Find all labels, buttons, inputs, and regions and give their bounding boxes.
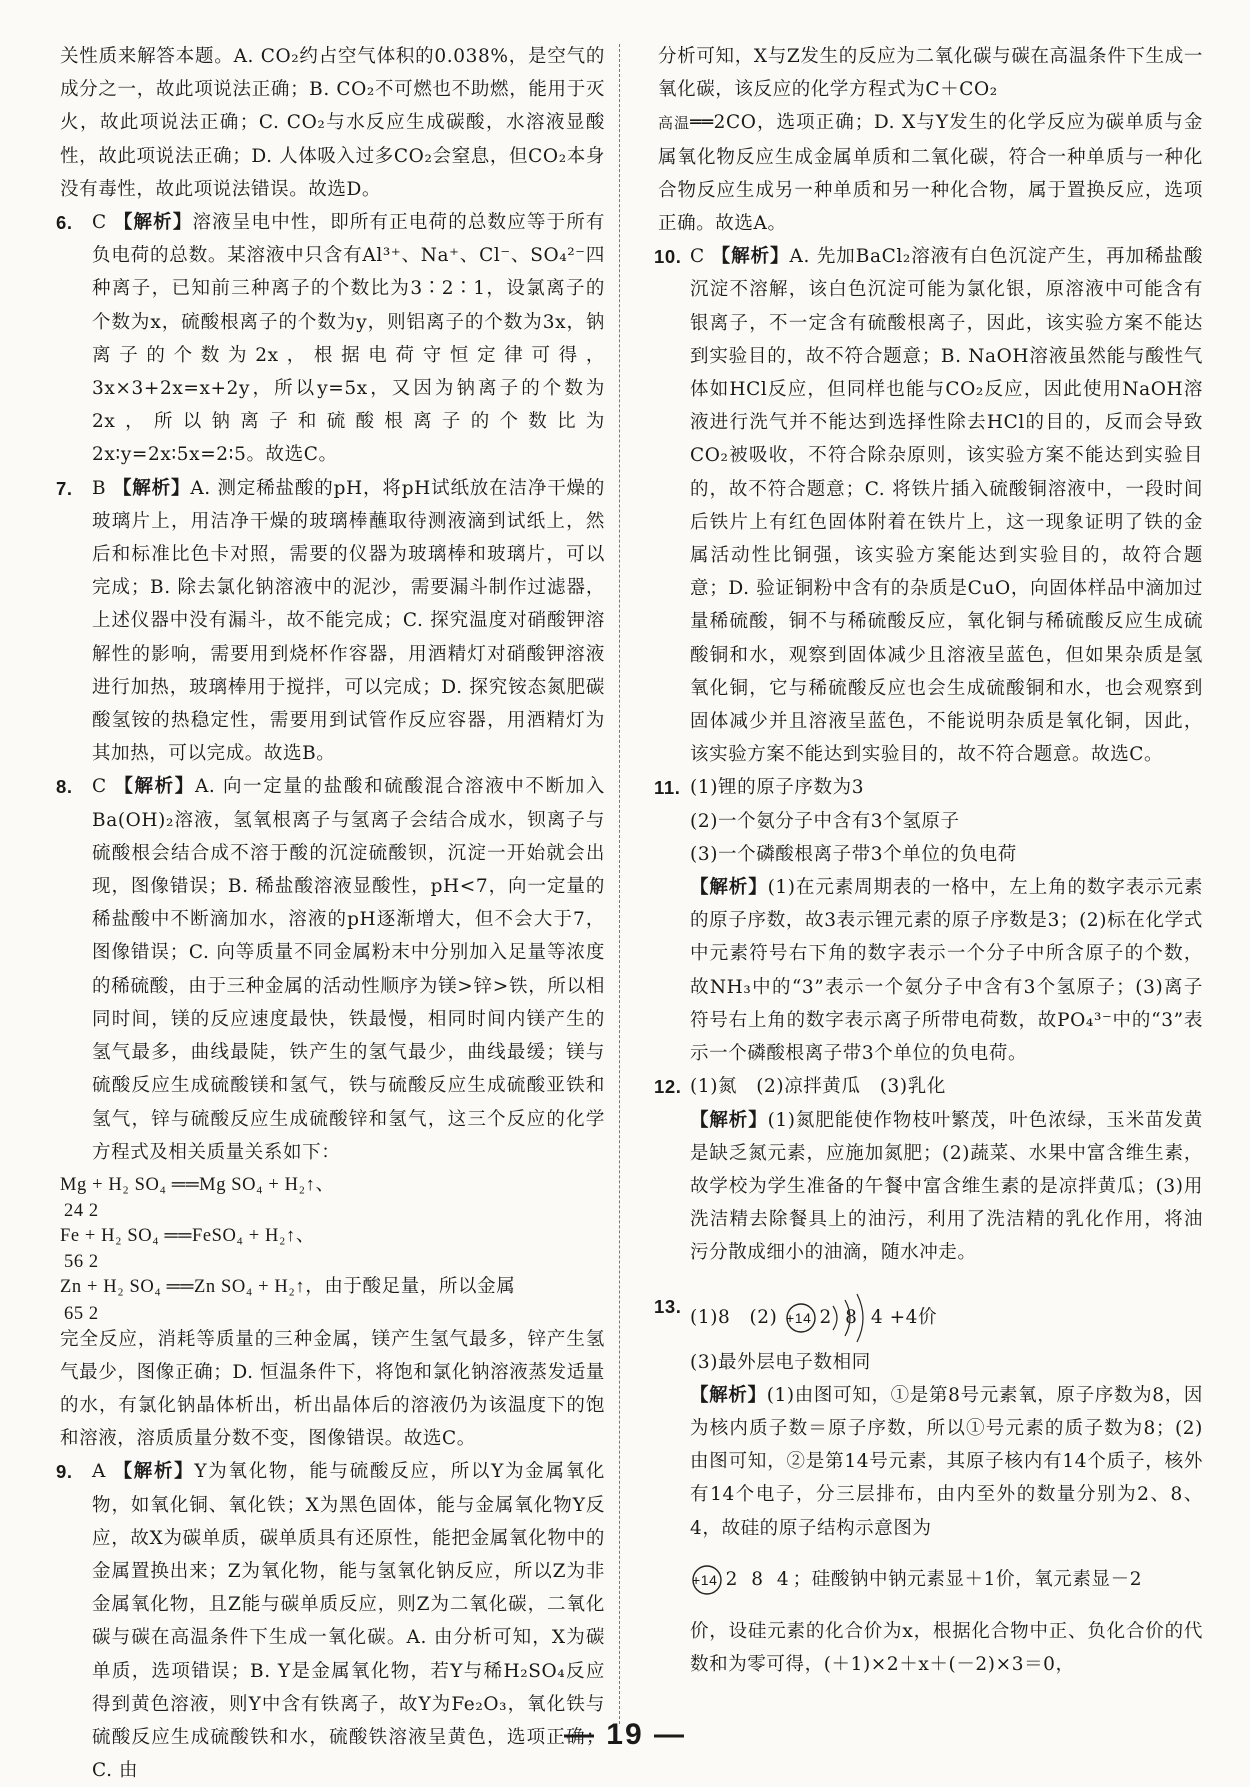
silicon-atom-diagram-2 — [690, 1545, 793, 1615]
analysis-text: A. 测定稀盐酸的pH，将pH试纸放在洁净干燥的玻璃片上，用洁净干燥的玻璃棒蘸取待测液滴到试纸上，然后和标准比色卡对照，需要的仪器为玻璃棒和玻璃片，可以完成；B. 除去氯化钠溶液中的泥沙，需要漏斗制作过滤器，上述仪器中没有漏斗，故不能完成；C. 探究温度对硝酸钾溶解性的影响，需要用到烧杯作容器，用酒精灯对硝酸钾溶液进行加热，玻璃棒用于搅拌，可以完成；D. 探究铵态氮肥碳酸氢铵的热稳定性，需要用到试管作反应容器，用酒精灯为其加热，可以完成。故选B。 — [92, 477, 605, 765]
column-divider — [619, 44, 620, 1724]
paragraph-continued: 分析可知，X与Z发生的反应为二氧化碳与碳在高温条件下生成一氧化碳，该反应的化学方程式为C＋CO₂ 高温══2CO，选项正确；D. X与Y发生的化学反应为碳单质与金属氧化物反应生成金属单质和二氧化碳，符合一种单质与一种化合物反应生成另一种单质和另一种化合物，属于置换反应，选项正确。故选A。 — [658, 46, 1204, 235]
silicon-atom-diagram — [784, 1290, 887, 1346]
nucleus-charge: +14 — [785, 1309, 812, 1326]
page-number: — 19 — — [563, 1718, 687, 1751]
question-8 — [56, 770, 605, 1168]
question-number: 9. — [56, 1461, 73, 1483]
analysis-tag: 【解析】 — [112, 477, 191, 499]
analysis-tag: 【解析】 — [113, 1461, 195, 1483]
analysis-text: ；硅酸钠中钠元素显＋1价，氧元素显－2 — [792, 1568, 1143, 1590]
equation-fe: Fe + H₂ SO₄ ══FeSO₄ + H₂↑、 — [60, 1226, 315, 1247]
analysis-text: A. 向一定量的盐酸和硫酸混合溶液中不断加入Ba(OH)₂溶液，氢氧根离子与氢离子会结合成水，钡离子与硫酸根会结合成不溶于酸的沉淀硫酸钡，沉淀一开始就会出现，图像错误；B. 稀盐酸溶液显酸性，pH<7，向一定量的稀盐酸中不断滴加水，溶液的pH逐渐增大，但不会大于7，图像错误；C. 向等质量不同金属粉末中分别加入足量等浓度的稀硫酸，由于三种金属的活动性顺序为镁>锌>铁，所以相同时间，镁的反应速度最快，铁最慢，相同时间内镁产生的氢气最多，曲线最陡，铁产生的氢气最少，曲线最缓；镁与硫酸反应生成硫酸镁和氢气，铁与硫酸反应生成硫酸亚铁和氢气，锌与硫酸反应生成硫酸锌和氢气，这三个反应的化学方程式及相关质量关系如下： — [92, 776, 605, 1163]
analysis-text: 价，设硅元素的化合价为x，根据化合物中正、负化合价的代数和为零可得，(＋1)×2＋x＋(－2)×3＝0， — [690, 1620, 1203, 1675]
equation-block — [60, 1169, 605, 1323]
valence: +4价 — [889, 1306, 938, 1328]
analysis-text: 溶液呈电中性，即所有正电荷的总数应等于所有负电荷的总数。某溶液中只含有Al³⁺、Na⁺、Cl⁻、SO₄²⁻四种离子，已知前三种离子的个数比为3∶2∶1，设氯离子的个数为x，硫酸根离子的个数为y，则铝离子的个数为3x，钠离子的个数为2x，根据电荷守恒定律可得，3x×3+2x=x+2y，所以y=5x，又因为钠离子的个数为2x，所以钠离子和硫酸根离子的个数比为2x∶y=2x∶5x=2∶5。故选C。 — [92, 212, 606, 466]
question-7 — [56, 472, 605, 771]
right-column — [654, 40, 1204, 1681]
answer-letter: B — [92, 477, 107, 499]
question-11 — [654, 771, 1204, 1070]
analysis-text-continued: 完全反应，消耗等质量的三种金属，镁产生氢气最多，锌产生氢气最少，图像正确；D. 恒温条件下，将饱和氯化钠溶液蒸发适量的水，有氯化钠晶体析出，析出晶体后的溶液仍为该温度下的饱和溶液，溶质质量分数不变，图像错误。故选C。 — [60, 1328, 605, 1450]
mass-relation: 24 2 — [64, 1201, 99, 1222]
electron-shells: 2 8 4 — [819, 1306, 887, 1328]
question-13 — [654, 1290, 1203, 1682]
shell-arcs-icon — [829, 1290, 869, 1346]
question-number: 8. — [56, 776, 73, 798]
mass-relation: 65 2 — [64, 1303, 99, 1324]
answer-line: (3)一个磷酸根离子带3个单位的负电荷 — [690, 843, 1017, 865]
mass-relation: 56 2 — [64, 1252, 99, 1273]
question-number: 6. — [56, 212, 73, 234]
answer-line: (1)氮 (2)凉拌黄瓜 (3)乳化 — [690, 1076, 946, 1098]
reaction-condition: 高温 — [658, 114, 691, 133]
analysis-tag: 【解析】 — [113, 212, 193, 234]
answer-letter: A — [92, 1461, 106, 1483]
analysis-text: Y为氧化物，能与硫酸反应，所以Y为金属氧化物，如氧化铜、氧化铁；X为黑色固体，能与金属氧化物Y反应，故X为碳单质，碳单质具有还原性，能把金属氧化物中的金属置换出来；Z为氧化物，能与氢氧化钠反应，所以Z为非金属氧化物，且Z能与碳单质反应，则Z为二氧化碳，二氧化碳与碳在高温条件下生成一氧化碳。A. 由分析可知，X为碳单质，选项错误；B. Y是金属氧化物，若Y与稀H₂SO₄反应得到黄色溶液，则Y中含有铁离子，故Y为Fe₂O₃，氧化铁与硫酸反应生成硫酸铁和水，硫酸铁溶液呈黄色，选项正确；C. 由 — [92, 1461, 606, 1782]
equation-zn: Zn + H₂ SO₄ ══Zn SO₄ + H₂↑，由于酸足量，所以金属 — [60, 1277, 516, 1298]
electron-shells: 2 8 4 — [725, 1568, 793, 1590]
equation-mg: Mg + H₂ SO₄ ══Mg SO₄ + H₂↑、 — [60, 1174, 335, 1195]
analysis-tag: 【解析】 — [114, 776, 195, 798]
left-column — [56, 40, 606, 1787]
analysis-text: A. 先加BaCl₂溶液有白色沉淀产生，再加稀盐酸沉淀不溶解，该白色沉淀可能为氯化银，原溶液中可能含有银离子，不一定含有硫酸根离子，因此，该实验方案不能达到实验目的，故不符合题意；B. NaOH溶液虽然能与酸性气体如HCl反应，但同样也能与CO₂反应，因此使用NaOH溶液进行洗气并不能达到选择性除去HCl的目的，反而会导致CO₂被吸收，不符合除杂原则，该实验方案不能达到实验目的，故不符合题意；C. 将铁片插入硫酸铜溶液中，一段时间后铁片上有红色固体附着在铁片上，这一现象证明了铁的金属活动性比铜强，该实验方案能达到实验目的，故符合题意；D. 验证铜粉中含有的杂质是CuO，向固体样品中滴加过量稀硫酸，铜不与稀硫酸反应，氧化铜与稀硫酸反应生成硫酸铜和水，观察到固体减少且溶液呈蓝色，但如果杂质是氢氧化铜，它与稀硫酸反应也会生成硫酸铜和水，也会观察到固体减少并且溶液呈蓝色，不能说明杂质是氧化铜，因此，该实验方案不能达到实验目的，故不符合题意。故选C。 — [690, 246, 1203, 766]
question-6 — [56, 206, 606, 472]
answer-letter: C — [92, 776, 107, 798]
answer-letter: C — [92, 212, 107, 234]
analysis-tag: 【解析】 — [690, 1109, 768, 1131]
paragraph-continued: 关性质来解答本题。A. CO₂约占空气体积的0.038%，是空气的成分之一，故此项说法正确；B. CO₂不可燃也不助燃，能用于灭火，故此项说法正确；C. CO₂与水反应生成碳酸，水溶液显酸性，故此项说法正确；D. 人体吸入过多CO₂会窒息，但CO₂本身没有毒性，故此项说法错误。故选D。 — [60, 46, 605, 200]
answer-line: (3)最外层电子数相同 — [690, 1351, 871, 1373]
question-number: 11. — [654, 777, 681, 799]
analysis-text: (1)由图可知，①是第8号元素氧，原子序数为8，因为核内质子数＝原子序数，所以①号元素的质子数为8；(2)由图可知，②是第14号元素，其原子核内有14个质子，核外有14个电子，分三层排布，由内至外的数量分别为2、8、4，故硅的原子结构示意图为 — [690, 1384, 1203, 1539]
question-number: 13. — [654, 1295, 682, 1317]
nucleus-charge: +14 — [692, 1571, 718, 1588]
analysis-tag: 【解析】 — [690, 877, 768, 899]
analysis-text: (1)氮肥能使作物枝叶繁茂，叶色浓绿，玉米苗发黄是缺乏氮元素，应施加氮肥；(2)蔬菜、水果中富含维生素，故学校为学生准备的午餐中富含维生素的是凉拌黄瓜；(3)用洗洁精去除餐具上的油污，利用了洗洁精的乳化作用，将油污分散成细小的油滴，随水冲走。 — [690, 1109, 1204, 1264]
question-number: 10. — [654, 246, 682, 268]
analysis-tag: 【解析】 — [690, 1384, 767, 1406]
answer-line: (2)一个氨分子中含有3个氢原子 — [690, 810, 960, 832]
answer-line: (1)锂的原子序数为3 — [690, 777, 865, 799]
question-number: 12. — [654, 1076, 682, 1098]
answer-line: (1)8 (2) — [690, 1306, 778, 1328]
analysis-tag: 【解析】 — [711, 246, 790, 268]
question-12 — [654, 1070, 1204, 1269]
question-number: 7. — [56, 477, 73, 499]
analysis-text: (1)在元素周期表的一格中，左上角的数字表示元素的原子序数，故3表示锂元素的原子序数是3；(2)标在化学式中元素符号右下角的数字表示一个分子中所含原子的个数，故NH₃中的“3”表示一个氨分子中含有3个氢原子；(3)离子符号右上角的数字表示离子所带电荷数，故PO₄³⁻中的“3”表示一个磷酸根离子带3个单位的负电荷。 — [690, 877, 1204, 1065]
question-10 — [654, 240, 1203, 771]
answer-letter: C — [690, 246, 705, 268]
